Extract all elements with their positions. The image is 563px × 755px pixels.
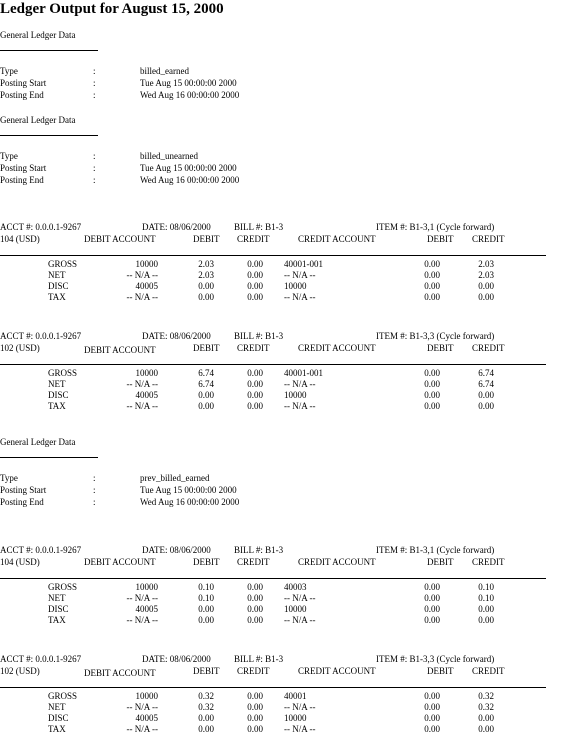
cell-label: NET	[48, 270, 66, 280]
cell-credit: 0.00	[247, 379, 263, 389]
cell-credit: 0.00	[247, 615, 263, 625]
col-header-credit2: CREDIT	[472, 557, 505, 567]
cell-label: DISC	[48, 281, 69, 291]
field-separator: :	[93, 473, 96, 483]
cell-label: GROSS	[48, 691, 78, 701]
bill-number: BILL #: B1-3	[234, 331, 284, 341]
col-header-credit: CREDIT	[237, 343, 270, 353]
field-value: Wed Aug 16 00:00:00 2000	[140, 175, 240, 185]
col-header-debit-account: DEBIT ACCOUNT	[84, 234, 156, 244]
field-value: prev_billed_earned	[140, 473, 210, 483]
col-header-credit: CREDIT	[237, 557, 270, 567]
cell-credit-account: 10000	[284, 390, 307, 400]
field-separator: :	[93, 90, 96, 100]
cell-credit2: 0.32	[478, 702, 494, 712]
cell-label: NET	[48, 702, 66, 712]
cell-credit2: 2.03	[478, 259, 494, 269]
col-header-credit2: CREDIT	[472, 343, 505, 353]
acct-number: ACCT #: 0.0.0.1-9267	[0, 654, 82, 664]
col-header-debit2: DEBIT	[427, 343, 454, 353]
cell-credit: 0.00	[247, 702, 263, 712]
cell-debit2: 0.00	[424, 379, 440, 389]
item-number: ITEM #: B1-3,3 (Cycle forward)	[376, 654, 495, 664]
cell-debit: 2.03	[198, 259, 214, 269]
cell-credit-account: 10000	[284, 604, 307, 614]
bill-number: BILL #: B1-3	[234, 545, 284, 555]
col-header-credit: CREDIT	[237, 666, 270, 676]
cell-debit-account: 10000	[135, 259, 158, 269]
field-label: Posting Start	[0, 163, 47, 173]
section-underline	[0, 50, 98, 51]
section-underline	[0, 135, 98, 136]
cell-debit2: 0.00	[424, 691, 440, 701]
cell-debit2: 0.00	[424, 270, 440, 280]
cell-debit-account: 40005	[135, 281, 158, 291]
cell-credit-account: 40001	[284, 691, 307, 701]
cell-credit-account: 10000	[284, 713, 307, 723]
cell-credit: 0.00	[247, 368, 263, 378]
cell-label: NET	[48, 593, 66, 603]
cell-credit: 0.00	[247, 604, 263, 614]
cell-credit: 0.00	[247, 390, 263, 400]
cell-credit-account: -- N/A --	[284, 270, 316, 280]
col-header-credit-account: CREDIT ACCOUNT	[298, 343, 376, 353]
cell-label: DISC	[48, 390, 69, 400]
field-separator: :	[93, 175, 96, 185]
cell-credit2: 0.00	[478, 604, 494, 614]
section-heading: General Ledger Data	[0, 437, 76, 447]
field-value: Wed Aug 16 00:00:00 2000	[140, 497, 240, 507]
cell-debit-account: -- N/A --	[126, 270, 158, 280]
col-header-debit-account: DEBIT ACCOUNT	[84, 668, 156, 678]
bill-date: DATE: 08/06/2000	[142, 331, 211, 341]
item-number: ITEM #: B1-3,1 (Cycle forward)	[376, 222, 495, 232]
field-label: Posting Start	[0, 78, 47, 88]
field-separator: :	[93, 78, 96, 88]
item-number: ITEM #: B1-3,3 (Cycle forward)	[376, 331, 495, 341]
bill-number: BILL #: B1-3	[234, 222, 284, 232]
cell-credit-account: 40001-001	[284, 368, 323, 378]
cell-credit2: 0.00	[478, 292, 494, 302]
cell-debit2: 0.00	[424, 281, 440, 291]
cell-debit: 0.00	[198, 401, 214, 411]
cell-credit2: 0.00	[478, 724, 494, 734]
cell-credit2: 2.03	[478, 270, 494, 280]
currency: 104 (USD)	[0, 557, 40, 567]
cell-label: TAX	[48, 401, 66, 411]
cell-debit2: 0.00	[424, 724, 440, 734]
table-rule	[0, 687, 546, 688]
section-heading: General Ledger Data	[0, 115, 76, 125]
cell-debit2: 0.00	[424, 390, 440, 400]
col-header-debit: DEBIT	[193, 557, 220, 567]
cell-credit2: 0.00	[478, 713, 494, 723]
field-separator: :	[93, 163, 96, 173]
field-value: Tue Aug 15 00:00:00 2000	[140, 163, 237, 173]
cell-debit2: 0.00	[424, 593, 440, 603]
cell-debit-account: -- N/A --	[126, 702, 158, 712]
cell-credit2: 6.74	[478, 368, 494, 378]
section-heading: General Ledger Data	[0, 30, 76, 40]
cell-debit2: 0.00	[424, 713, 440, 723]
section-underline	[0, 457, 98, 458]
cell-debit: 0.32	[198, 702, 214, 712]
cell-credit: 0.00	[247, 582, 263, 592]
col-header-credit: CREDIT	[237, 234, 270, 244]
cell-debit: 0.00	[198, 292, 214, 302]
field-label: Posting End	[0, 90, 44, 100]
cell-debit2: 0.00	[424, 582, 440, 592]
acct-number: ACCT #: 0.0.0.1-9267	[0, 545, 82, 555]
cell-label: TAX	[48, 724, 66, 734]
col-header-credit-account: CREDIT ACCOUNT	[298, 234, 376, 244]
cell-credit: 0.00	[247, 259, 263, 269]
field-value: Wed Aug 16 00:00:00 2000	[140, 90, 240, 100]
cell-debit: 0.00	[198, 615, 214, 625]
item-number: ITEM #: B1-3,1 (Cycle forward)	[376, 545, 495, 555]
cell-credit: 0.00	[247, 270, 263, 280]
cell-credit-account: -- N/A --	[284, 292, 316, 302]
cell-credit2: 0.10	[478, 593, 494, 603]
cell-debit2: 0.00	[424, 604, 440, 614]
acct-number: ACCT #: 0.0.0.1-9267	[0, 331, 82, 341]
cell-debit-account: 10000	[135, 368, 158, 378]
cell-credit2: 0.00	[478, 401, 494, 411]
table-rule	[0, 364, 546, 365]
cell-debit: 0.10	[198, 593, 214, 603]
cell-debit-account: -- N/A --	[126, 615, 158, 625]
col-header-debit: DEBIT	[193, 343, 220, 353]
col-header-debit2: DEBIT	[427, 557, 454, 567]
col-header-credit-account: CREDIT ACCOUNT	[298, 666, 376, 676]
field-value: Tue Aug 15 00:00:00 2000	[140, 485, 237, 495]
bill-date: DATE: 08/06/2000	[142, 545, 211, 555]
cell-debit-account: 10000	[135, 691, 158, 701]
cell-credit: 0.00	[247, 292, 263, 302]
cell-credit: 0.00	[247, 724, 263, 734]
cell-debit-account: -- N/A --	[126, 401, 158, 411]
cell-debit: 0.10	[198, 582, 214, 592]
cell-credit: 0.00	[247, 281, 263, 291]
table-rule	[0, 255, 546, 256]
cell-credit-account: -- N/A --	[284, 379, 316, 389]
cell-credit2: 0.00	[478, 615, 494, 625]
col-header-debit-account: DEBIT ACCOUNT	[84, 557, 156, 567]
cell-debit-account: 40005	[135, 390, 158, 400]
cell-label: DISC	[48, 713, 69, 723]
field-value: Tue Aug 15 00:00:00 2000	[140, 78, 237, 88]
field-separator: :	[93, 485, 96, 495]
cell-debit-account: 40005	[135, 713, 158, 723]
currency: 102 (USD)	[0, 343, 40, 353]
cell-credit: 0.00	[247, 691, 263, 701]
cell-debit-account: 10000	[135, 582, 158, 592]
bill-number: BILL #: B1-3	[234, 654, 284, 664]
cell-debit2: 0.00	[424, 702, 440, 712]
cell-debit: 0.00	[198, 604, 214, 614]
cell-debit: 6.74	[198, 379, 214, 389]
cell-credit: 0.00	[247, 593, 263, 603]
acct-number: ACCT #: 0.0.0.1-9267	[0, 222, 82, 232]
cell-credit: 0.00	[247, 401, 263, 411]
cell-credit-account: -- N/A --	[284, 702, 316, 712]
cell-debit-account: 40005	[135, 604, 158, 614]
field-label: Posting Start	[0, 485, 47, 495]
cell-debit: 0.00	[198, 281, 214, 291]
cell-debit2: 0.00	[424, 401, 440, 411]
field-value: billed_unearned	[140, 151, 198, 161]
cell-debit2: 0.00	[424, 292, 440, 302]
currency: 102 (USD)	[0, 666, 40, 676]
cell-debit2: 0.00	[424, 368, 440, 378]
table-rule	[0, 578, 546, 579]
cell-credit2: 0.32	[478, 691, 494, 701]
page-title: Ledger Output for August 15, 2000	[0, 1, 224, 17]
field-value: billed_earned	[140, 66, 189, 76]
cell-credit: 0.00	[247, 713, 263, 723]
field-separator: :	[93, 497, 96, 507]
col-header-credit2: CREDIT	[472, 234, 505, 244]
bill-date: DATE: 08/06/2000	[142, 654, 211, 664]
cell-debit: 0.00	[198, 390, 214, 400]
cell-debit-account: -- N/A --	[126, 724, 158, 734]
cell-debit-account: -- N/A --	[126, 292, 158, 302]
cell-label: GROSS	[48, 368, 78, 378]
cell-credit-account: 40003	[284, 582, 307, 592]
col-header-debit2: DEBIT	[427, 234, 454, 244]
cell-credit2: 0.00	[478, 390, 494, 400]
field-label: Posting End	[0, 175, 44, 185]
cell-debit-account: -- N/A --	[126, 379, 158, 389]
cell-credit-account: 10000	[284, 281, 307, 291]
field-label: Type	[0, 66, 18, 76]
field-label: Posting End	[0, 497, 44, 507]
cell-label: GROSS	[48, 259, 78, 269]
cell-label: GROSS	[48, 582, 78, 592]
cell-credit-account: 40001-001	[284, 259, 323, 269]
cell-debit: 0.00	[198, 713, 214, 723]
col-header-debit-account: DEBIT ACCOUNT	[84, 345, 156, 355]
cell-debit: 0.00	[198, 724, 214, 734]
cell-label: TAX	[48, 292, 66, 302]
col-header-debit: DEBIT	[193, 234, 220, 244]
col-header-credit2: CREDIT	[472, 666, 505, 676]
cell-credit2: 0.00	[478, 281, 494, 291]
bill-date: DATE: 08/06/2000	[142, 222, 211, 232]
cell-label: TAX	[48, 615, 66, 625]
cell-debit: 0.32	[198, 691, 214, 701]
field-label: Type	[0, 473, 18, 483]
field-separator: :	[93, 66, 96, 76]
cell-credit-account: -- N/A --	[284, 724, 316, 734]
cell-credit2: 6.74	[478, 379, 494, 389]
currency: 104 (USD)	[0, 234, 40, 244]
cell-label: DISC	[48, 604, 69, 614]
cell-credit-account: -- N/A --	[284, 593, 316, 603]
cell-debit: 2.03	[198, 270, 214, 280]
cell-label: NET	[48, 379, 66, 389]
col-header-credit-account: CREDIT ACCOUNT	[298, 557, 376, 567]
cell-credit-account: -- N/A --	[284, 615, 316, 625]
cell-debit: 6.74	[198, 368, 214, 378]
cell-debit-account: -- N/A --	[126, 593, 158, 603]
col-header-debit: DEBIT	[193, 666, 220, 676]
cell-debit2: 0.00	[424, 615, 440, 625]
field-separator: :	[93, 151, 96, 161]
field-label: Type	[0, 151, 18, 161]
cell-debit2: 0.00	[424, 259, 440, 269]
col-header-debit2: DEBIT	[427, 666, 454, 676]
cell-credit-account: -- N/A --	[284, 401, 316, 411]
cell-credit2: 0.10	[478, 582, 494, 592]
